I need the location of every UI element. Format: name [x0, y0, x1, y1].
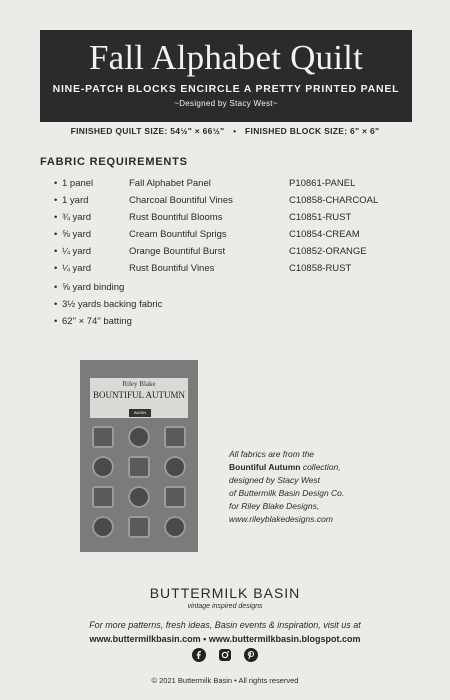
- quilt-block-grid: [92, 426, 186, 538]
- extra-item-label: ⅝ yard binding: [62, 282, 125, 293]
- fabric-name: Rust Bountiful Vines: [129, 263, 215, 274]
- fabric-qty: ⅝ yard: [62, 229, 92, 240]
- fabric-name: Orange Bountiful Burst: [129, 246, 226, 257]
- fabric-name: Fall Alphabet Panel: [129, 178, 211, 189]
- pinterest-icon[interactable]: [244, 648, 258, 662]
- page-subtitle: NINE-PATCH BLOCKS ENCIRCLE A PRETTY PRINTED PANEL: [52, 83, 400, 95]
- footer-tagline: vintage inspired designs: [187, 603, 263, 610]
- info-line: of Buttermilk Basin Design Co.: [229, 488, 345, 498]
- footer-links[interactable]: www.buttermilkbasin.com • www.buttermilkbasin.blogspot.com: [89, 634, 361, 644]
- quilt-block: [164, 516, 186, 538]
- designer-credit: ~Designed by Stacy West~: [174, 99, 278, 108]
- fabric-qty: 1 panel: [62, 178, 94, 189]
- block-size: FINISHED BLOCK SIZE: 6" × 6": [245, 126, 380, 136]
- cover-collection: BOUNTIFUL AUTUMN: [93, 390, 185, 400]
- quilt-block: [92, 516, 114, 538]
- info-line: for Riley Blake Designs,: [229, 501, 320, 511]
- quilt-block: [128, 426, 150, 448]
- quilt-block: [164, 456, 186, 478]
- fabric-sku: C10858-RUST: [289, 263, 352, 274]
- quilt-block: [128, 516, 150, 538]
- social-icons: [0, 648, 450, 667]
- extra-item: • 62" × 74" batting: [54, 316, 132, 327]
- cover-brand: Riley Blake: [122, 380, 156, 388]
- fabric-name: Cream Bountiful Sprigs: [129, 229, 227, 240]
- title-banner: [40, 30, 412, 122]
- fabric-sku: C10852-ORANGE: [289, 246, 367, 257]
- finished-sizes: [0, 126, 450, 136]
- fabric-qty: ¼ yard: [62, 246, 92, 257]
- info-url[interactable]: www.rileyblakedesigns.com: [229, 514, 333, 524]
- extra-item: • 3½ yards backing fabric: [54, 299, 163, 310]
- info-line: Bountiful Autumn collection,: [229, 462, 341, 472]
- quilt-cover-image: [80, 360, 198, 552]
- cover-basin-tag: BASIN: [129, 409, 151, 417]
- quilt-block: [164, 486, 186, 508]
- info-collection: Bountiful Autumn: [229, 462, 301, 472]
- size-separator: •: [233, 126, 237, 136]
- quilt-block: [128, 486, 150, 508]
- info-line: All fabrics are from the: [229, 449, 315, 459]
- fabric-name: Charcoal Bountiful Vines: [129, 195, 233, 206]
- info-line: designed by Stacy West: [229, 475, 321, 485]
- fabric-sku: C10858-CHARCOAL: [289, 195, 379, 206]
- quilt-block: [92, 486, 114, 508]
- page-title: Fall Alphabet Quilt: [88, 38, 364, 77]
- fabric-sku: C10851-RUST: [289, 212, 352, 223]
- facebook-icon[interactable]: [192, 648, 206, 662]
- instagram-icon[interactable]: [218, 648, 232, 662]
- footer-brand: BUTTERMILK BASIN: [149, 585, 301, 601]
- quilt-size: FINISHED QUILT SIZE: 54½" × 66½": [70, 126, 225, 136]
- fabric-qty: ¾ yard: [62, 212, 92, 223]
- fabric-requirements-heading: FABRIC REQUIREMENTS: [40, 156, 188, 168]
- quilt-block: [128, 456, 150, 478]
- extra-item: • ⅝ yard binding: [54, 282, 125, 293]
- extra-item-label: 62" × 74" batting: [62, 316, 132, 327]
- quilt-block: [164, 426, 186, 448]
- fabric-qty: 1 yard: [62, 195, 89, 206]
- extra-item-label: 3½ yards backing fabric: [62, 299, 163, 310]
- fabric-info: [229, 448, 399, 526]
- fabric-qty: ¼ yard: [62, 263, 92, 274]
- fabric-name: Rust Bountiful Blooms: [129, 212, 223, 223]
- fabric-sku: P10861-PANEL: [289, 178, 356, 189]
- copyright: © 2021 Buttermilk Basin • All rights reserved: [151, 676, 299, 685]
- buttermilk-basin-logo: [0, 585, 450, 610]
- quilt-block: [92, 456, 114, 478]
- fabric-sku: C10854-CREAM: [289, 229, 360, 240]
- quilt-block: [92, 426, 114, 448]
- footer-more: For more patterns, fresh ideas, Basin events & inspiration, visit us at: [89, 620, 361, 630]
